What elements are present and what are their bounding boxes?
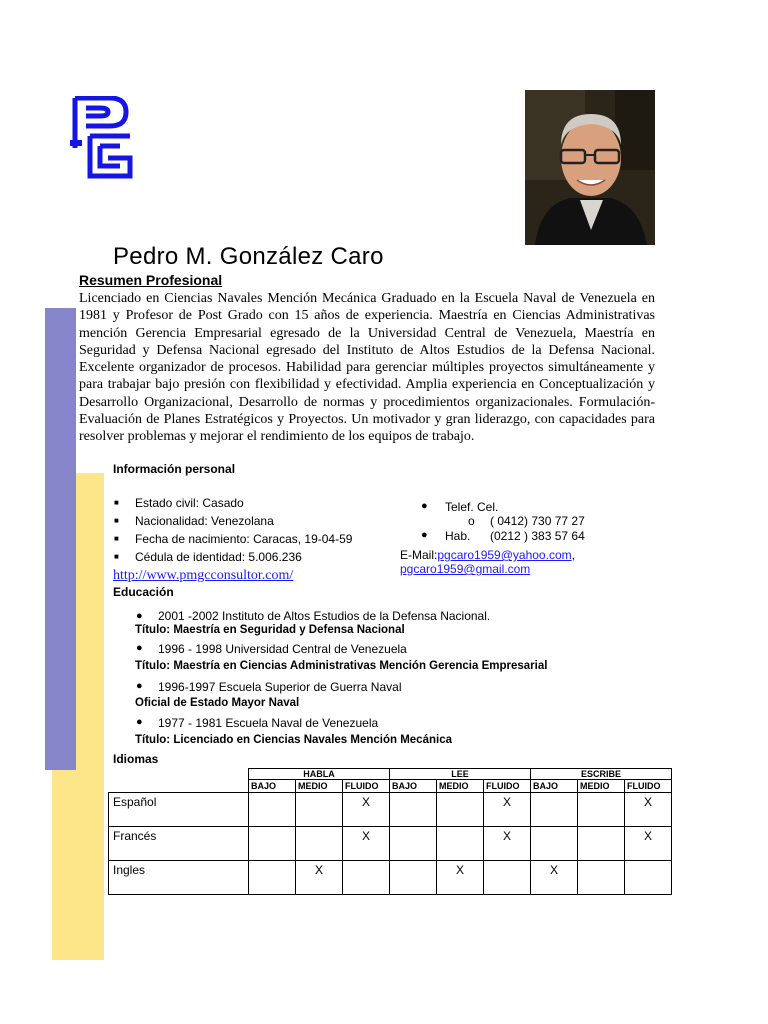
hab-label: Hab. (445, 529, 471, 543)
level-mark: X (625, 793, 672, 827)
level-mark (343, 861, 390, 895)
personal-item: Cédula de identidad: 5.006.236 (135, 550, 302, 564)
level-mark: X (343, 793, 390, 827)
level-mark: X (531, 861, 578, 895)
level-mark (437, 827, 484, 861)
email-separator: , (571, 548, 575, 562)
personal-item: Nacionalidad: Venezolana (135, 514, 274, 528)
phone-label: Telef. Cel. (445, 500, 499, 514)
edu-title: Título: Maestría en Seguridad y Defensa Nacional (135, 624, 405, 636)
bullet-icon: ■ (114, 552, 119, 561)
level-mark (578, 861, 625, 895)
level-mark (390, 861, 437, 895)
edu-line: 1977 - 1981 Escuela Naval de Venezuela (158, 716, 379, 730)
table-row (109, 827, 672, 861)
pgc-logo-icon (70, 96, 134, 182)
bullet-icon: ■ (114, 498, 119, 507)
email-link-1[interactable]: pgcaro1959@yahoo.com (437, 548, 572, 562)
bullet-icon: ● (136, 680, 143, 692)
sub-bullet-icon: o (468, 514, 475, 528)
email-label: E-Mail: (400, 548, 438, 562)
edu-line: 1996-1997 Escuela Superior de Guerra Naval (158, 680, 402, 694)
level-header: BAJO (390, 780, 437, 793)
edu-title: Oficial de Estado Mayor Naval (135, 697, 300, 709)
bullet-icon: ● (136, 642, 143, 654)
email-line (400, 548, 575, 562)
table-row (109, 793, 672, 827)
level-mark (437, 793, 484, 827)
level-header: FLUIDO (343, 780, 390, 793)
level-header: FLUIDO (625, 780, 672, 793)
level-mark: X (484, 827, 531, 861)
level-header: BAJO (249, 780, 296, 793)
level-header: MEDIO (296, 780, 343, 793)
bullet-icon: ● (136, 716, 143, 728)
level-mark (578, 827, 625, 861)
level-header: MEDIO (437, 780, 484, 793)
level-mark (296, 793, 343, 827)
bullet-icon: ● (136, 610, 143, 622)
level-mark (249, 793, 296, 827)
idiomas-heading: Idiomas (113, 752, 159, 766)
level-mark (390, 793, 437, 827)
candidate-name: Pedro M. González Caro (113, 243, 384, 270)
level-mark: X (296, 861, 343, 895)
hab-number: (0212 ) 383 57 64 (490, 529, 585, 543)
level-mark: X (437, 861, 484, 895)
resumen-heading: Resumen Profesional (79, 272, 223, 288)
personal-heading: Información personal (113, 462, 236, 476)
level-mark: X (484, 793, 531, 827)
purple-sidebar (45, 308, 76, 770)
profile-photo (525, 90, 655, 245)
edu-title: Título: Licenciado en Ciencias Navales Mención Mecánica (135, 734, 452, 746)
cel-number: ( 0412) 730 77 27 (490, 514, 585, 528)
bullet-icon: ■ (114, 534, 119, 543)
bullet-icon: ● (421, 529, 428, 541)
bullet-icon: ■ (114, 516, 119, 525)
email-link-2[interactable]: pgcaro1959@gmail.com (400, 562, 531, 576)
language-name: Francés (109, 827, 249, 861)
level-mark: X (343, 827, 390, 861)
table-row (109, 861, 672, 895)
level-header: BAJO (531, 780, 578, 793)
level-mark (390, 827, 437, 861)
educacion-heading: Educación (113, 585, 174, 599)
edu-line: 1996 - 1998 Universidad Central de Venezuela (158, 642, 407, 656)
edu-title: Título: Maestría en Ciencias Administrativas Mención Gerencia Empresarial (135, 660, 548, 672)
personal-item: Fecha de nacimiento: Caracas, 19-04-59 (135, 532, 353, 546)
level-mark (578, 793, 625, 827)
language-name: Ingles (109, 861, 249, 895)
group-header: HABLA (249, 769, 390, 780)
level-mark (484, 861, 531, 895)
level-mark (249, 861, 296, 895)
languages-table (108, 768, 672, 895)
language-name: Español (109, 793, 249, 827)
level-mark (531, 827, 578, 861)
level-header: FLUIDO (484, 780, 531, 793)
group-header: LEE (390, 769, 531, 780)
level-mark (249, 827, 296, 861)
edu-line: 2001 -2002 Instituto de Altos Estudios de la Defensa Nacional. (158, 609, 491, 623)
level-mark (296, 827, 343, 861)
personal-item: Estado civil: Casado (135, 496, 244, 510)
bullet-icon: ● (421, 500, 428, 512)
website-link[interactable]: http://www.pmgcconsultor.com/ (113, 568, 294, 583)
level-mark (625, 861, 672, 895)
level-mark (531, 793, 578, 827)
group-header: ESCRIBE (531, 769, 672, 780)
level-header: MEDIO (578, 780, 625, 793)
level-mark: X (625, 827, 672, 861)
resumen-body: Licenciado en Ciencias Navales Mención Mecánica Graduado en la Escuela Naval de Venezuela en 1981 y Profesor de Post Grado con 15 años de experiencia. Maestría en Ciencias Administrativas mención Gerencia Empresarial egresado de la Universidad Central de Venezuela, Maestría en Seguridad y Defensa Nacional egresado del Instituto de Altos Estudios de la Defensa Nacional. Excelente organizador de procesos. Habilidad para gerenciar múltiples proyectos simultáneamente y para trabajar bajo presión con flexibilidad y efectividad. Amplia experiencia en Conceptualización y Desarrollo Organizacional, Desarrollo de normas y procedimientos organizacionales. Formulación-Evaluación de Planes Estratégicos y Proyectos. Un motivador y gran liderazgo, con capacidades para resolver problemas y mejorar el rendimiento de los equipos de trabajo. (79, 291, 655, 445)
